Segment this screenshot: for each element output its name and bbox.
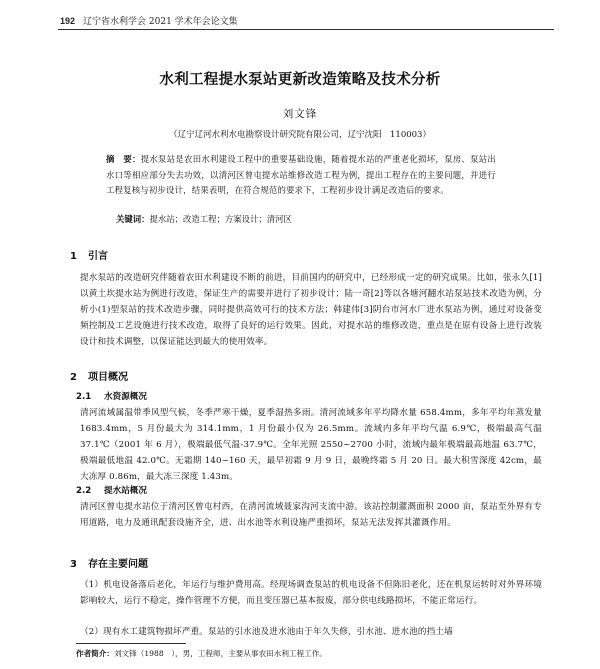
subsection-title: 水资源概况 [104,392,147,402]
subsection-number: 2.1 [76,392,92,402]
keywords-label: 关键词： [116,214,150,224]
problem-paragraph-2: （2）现有水工建筑物损坏严重。泵站的引水池及进水池由于年久失修，引水池、进水池的挡土墙 [80,627,453,637]
keywords-text: 提水站；改造工程；方案设计；清河区 [149,214,292,224]
article-title: 水利工程提水泵站更新改造策略及技术分析 [159,72,441,88]
author-footnote [76,648,327,659]
footnote-text: 刘文锋（1988 ），男，工程师，主要从事农田水利工程工作。 [113,649,327,658]
station-paragraph: 清河区曾屯提水站位于清河区曾屯村西，在清河流域聂家沟河支流中游。该站控制灌溉面积 2000 亩，泵站至外界有专用道路，电力及通讯配套设施齐全，进、出水池等水利设施严重损坏，泵站无法发挥其灌溉作用。 [80,502,542,528]
section-heading-problems [70,555,148,570]
section-number: 1 [70,251,77,262]
problem-paragraph-1: （1）机电设备落后老化，年运行与维护费用高。经现场调查泵站的机电设备不但陈旧老化，还在机泵运转时对外界环境影响较大，运行不稳定，操作管理不方便，而且变压器已基本报废，部分供电线路损坏，不能正常运行。 [80,580,542,606]
subsection-heading-water [76,390,147,402]
section-number: 3 [70,559,77,570]
article-author: 刘文锋 [282,108,318,120]
water-resources-paragraph: 清河流域属温带季风型气候，冬季严寒干燥，夏季湿热多雨。清河流域多年平均降水量 658.4mm，多年平均年蒸发量 1683.4mm，5 月份最大为 314.1mm，1 月份最小仅为 26.5mm。流域内多年平均气温 6.9℃，极端最高气温 37.1℃（2001 年 6 月），极端最低气温-37.9℃。全年光照 2550~2700 小时，流域内最年极端最高地温 63.7℃，极端最低地温 42.0℃。无霜期 140~160 天，最早初霜 9 月 9 日，最晚终霜 5 月 20 日。最大积雪深度 42cm，最大冻厚 0.86m，最大冻三深度 1.43m。 [80,408,542,482]
subsection-title: 提水站概况 [104,486,147,496]
section-title: 引言 [88,251,108,262]
header-rule [58,29,554,30]
section-title: 存在主要问题 [88,559,148,570]
section-title: 项目概况 [88,372,128,383]
section-number: 2 [70,372,77,383]
subsection-heading-station [76,484,147,496]
subsection-number: 2.2 [76,486,92,496]
abstract-text: 提水泵站是农田水利建设工程中的重要基础设施，随着提水站的严重老化损坏，泵房、泵站出水口等相应部分失去功效，以清河区曾屯提水站维修改造工程为例，提出工程存在的主要问题，并进行工程复核与初步设计，结果表明，在符合规范的要求下，工程初步设计满足改造后的要求。 [106,154,496,196]
journal-name: 辽宁省水利学会 2021 学术年会论文集 [83,17,238,27]
author-affiliation: （辽宁辽河水利水电勘察设计研究院有限公司，辽宁沈阳 110003） [169,130,431,140]
running-header [60,14,238,27]
keywords [116,213,292,225]
abstract-label: 摘 要： [106,154,141,164]
section-heading-overview [70,368,128,383]
footnote-label: 作者简介： [76,649,114,658]
abstract [106,152,496,199]
footnote-rule [76,643,186,644]
section-heading-intro [70,247,108,262]
page-number: 192 [60,16,76,26]
intro-paragraph: 提水泵站的改造研究伴随着农田水利建设不断的前进，目前国内的研究中，已经形成一定的研究成果。比如，张永久[1]以黄土坎提水站为例进行改造，保证生产的需要并进行了初步设计；陆一奇[2]等以各塘河翻水站泵站技术改造为例，分析小(1)型泵站的技术改造步骤，同时提供高效可行的技术方法；韩建伟[3]阴台市河水厂进水泵站为例，通过对设备变频控制及工艺设施进行技术改造，取得了良好的运行效果。因此，对提水站的维修改造，重点是在原有设备上进行改装设计和技术调整，以保证能达到最大的使用效率。 [80,273,542,347]
